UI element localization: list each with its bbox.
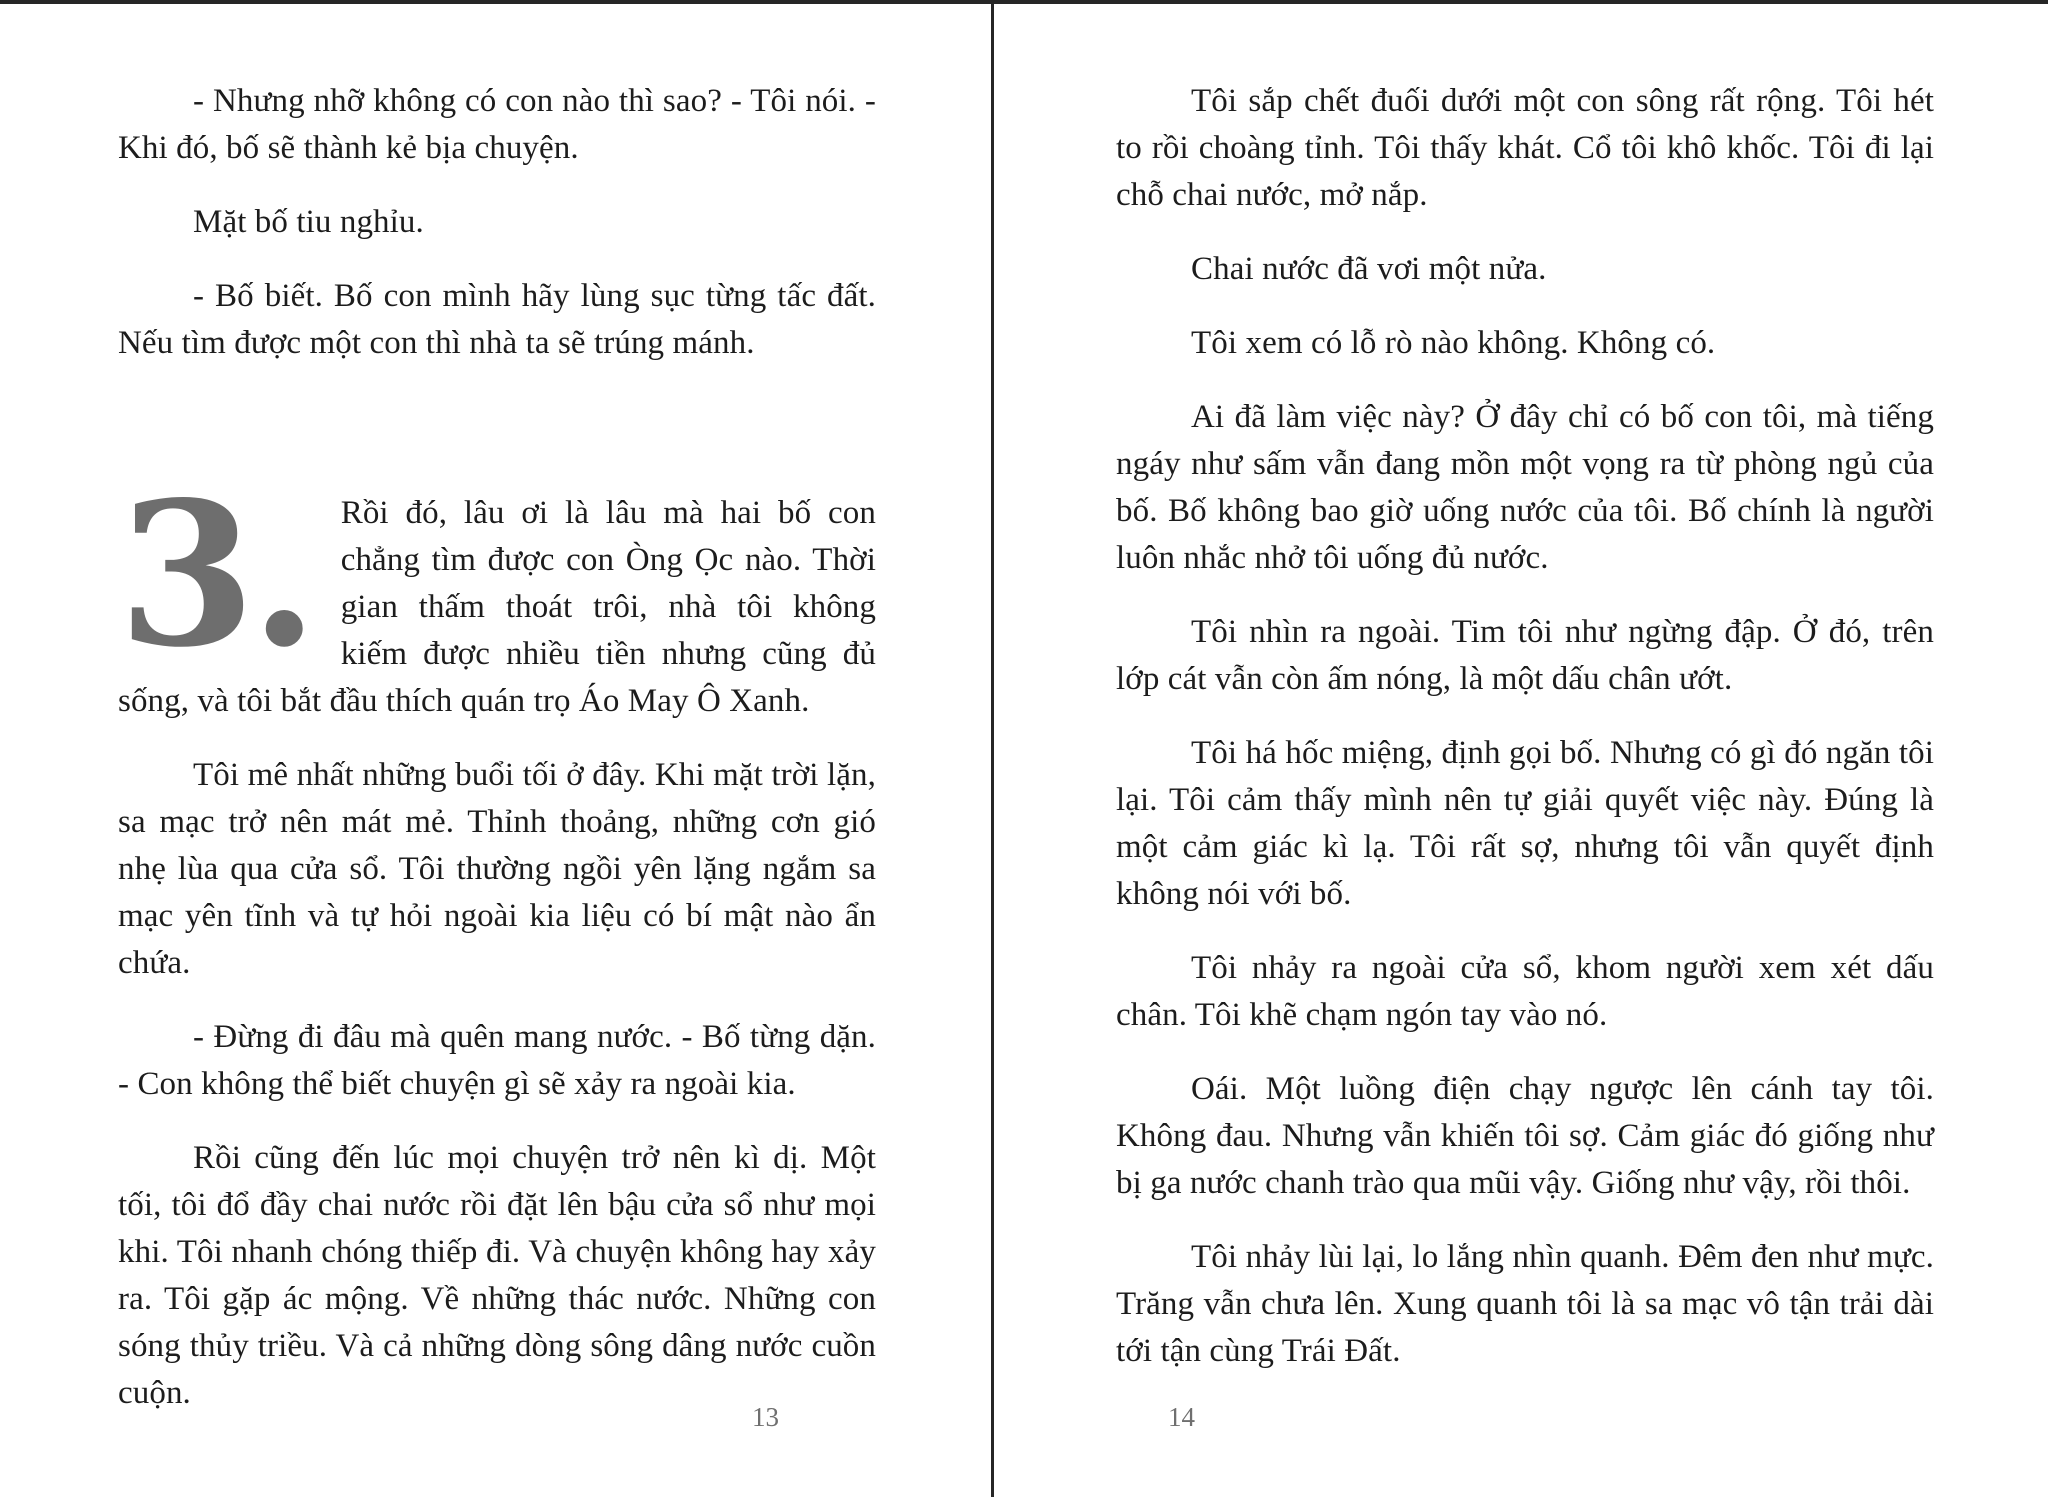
paragraph: Tôi há hốc miệng, định gọi bố. Nhưng có gì đó ngăn tôi lại. Tôi cảm thấy mình nên tự giải quyết việc này. Đúng là một cảm giác kì lạ. Tôi rất sợ, nhưng tôi vẫn quyết định không nói với bố. <box>1116 735 1934 912</box>
paragraph: - Đừng đi đâu mà quên mang nước. - Bố từng dặn. - Con không thể biết chuyện gì sẽ xảy ra ngoài kia. <box>118 1019 876 1102</box>
paragraph: Oái. Một luồng điện chạy ngược lên cánh tay tôi. Không đau. Nhưng vẫn khiến tôi sợ. Cảm giác đó giống như bị ga nước chanh trào qua mũi vậy. Giống như vậy, rồi thôi. <box>1116 1071 1934 1201</box>
paragraph: Ai đã làm việc này? Ở đây chỉ có bố con tôi, mà tiếng ngáy như sấm vẫn đang mồn một vọng ra từ phòng ngủ của bố. Bố không bao giờ uống nước của tôi. Bố chính là người luôn nhắc nhở tôi uống đủ nước. <box>1116 399 1934 576</box>
page-number-right: 14 <box>1168 1402 1195 1432</box>
chapter-opening-paragraph <box>118 458 876 725</box>
paragraph: Tôi nhảy ra ngoài cửa sổ, khom người xem xét dấu chân. Tôi khẽ chạm ngón tay vào nó. <box>1116 950 1934 1033</box>
page-top-edge <box>0 0 2048 4</box>
paragraph: - Bố biết. Bố con mình hãy lùng sục từng tấc đất. Nếu tìm được một con thì nhà ta sẽ trúng mánh. <box>118 278 876 361</box>
chapter-number-dropcap: 3. <box>118 458 313 691</box>
paragraph: Tôi mê nhất những buổi tối ở đây. Khi mặt trời lặn, sa mạc trở nên mát mẻ. Thỉnh thoảng, những cơn gió nhẹ lùa qua cửa sổ. Tôi thường ngồi yên lặng ngắm sa mạc yên tĩnh và tự hỏi ngoài kia liệu có bí mật nào ẩn chứa. <box>118 757 876 981</box>
paragraph: - Nhưng nhỡ không có con nào thì sao? - Tôi nói. - Khi đó, bố sẽ thành kẻ bịa chuyện. <box>118 83 876 166</box>
paragraph-text: Rồi đó, lâu ơi là lâu mà hai bố con chẳng tìm được con Òng Ọc nào. Thời gian thấm thoát trôi, nhà tôi không kiếm được nhiều tiền nhưng cũng đủ sống, và tôi bắt đầu thích quán trọ Áo May Ô Xanh. <box>118 495 876 719</box>
page-number-left: 13 <box>752 1402 779 1432</box>
paragraph: Mặt bố tiu nghỉu. <box>193 204 424 240</box>
paragraph: Tôi nhìn ra ngoài. Tim tôi như ngừng đập. Ở đó, trên lớp cát vẫn còn ấm nóng, là một dấu chân ướt. <box>1116 614 1934 697</box>
paragraph: Tôi sắp chết đuối dưới một con sông rất rộng. Tôi hét to rồi choàng tỉnh. Tôi thấy khát. Cổ tôi khô khốc. Tôi đi lại chỗ chai nước, mở nắp. <box>1116 83 1934 213</box>
right-page <box>1116 78 1934 1402</box>
page-divider <box>991 0 994 1497</box>
paragraph: Chai nước đã vơi một nửa. <box>1191 251 1547 287</box>
paragraph: Rồi cũng đến lúc mọi chuyện trở nên kì dị. Một tối, tôi đổ đầy chai nước rồi đặt lên bậu cửa sổ như mọi khi. Tôi nhanh chóng thiếp đi. Và chuyện không hay xảy ra. Tôi gặp ác mộng. Về những thác nước. Những con sóng thủy triều. Và cả những dòng sông dâng nước cuồn cuộn. <box>118 1140 876 1411</box>
left-page <box>118 78 876 1444</box>
paragraph: Tôi nhảy lùi lại, lo lắng nhìn quanh. Đêm đen như mực. Trăng vẫn chưa lên. Xung quanh tôi là sa mạc vô tận trải dài tới tận cùng Trái Đất. <box>1116 1239 1934 1369</box>
paragraph: Tôi xem có lỗ rò nào không. Không có. <box>1191 325 1716 361</box>
